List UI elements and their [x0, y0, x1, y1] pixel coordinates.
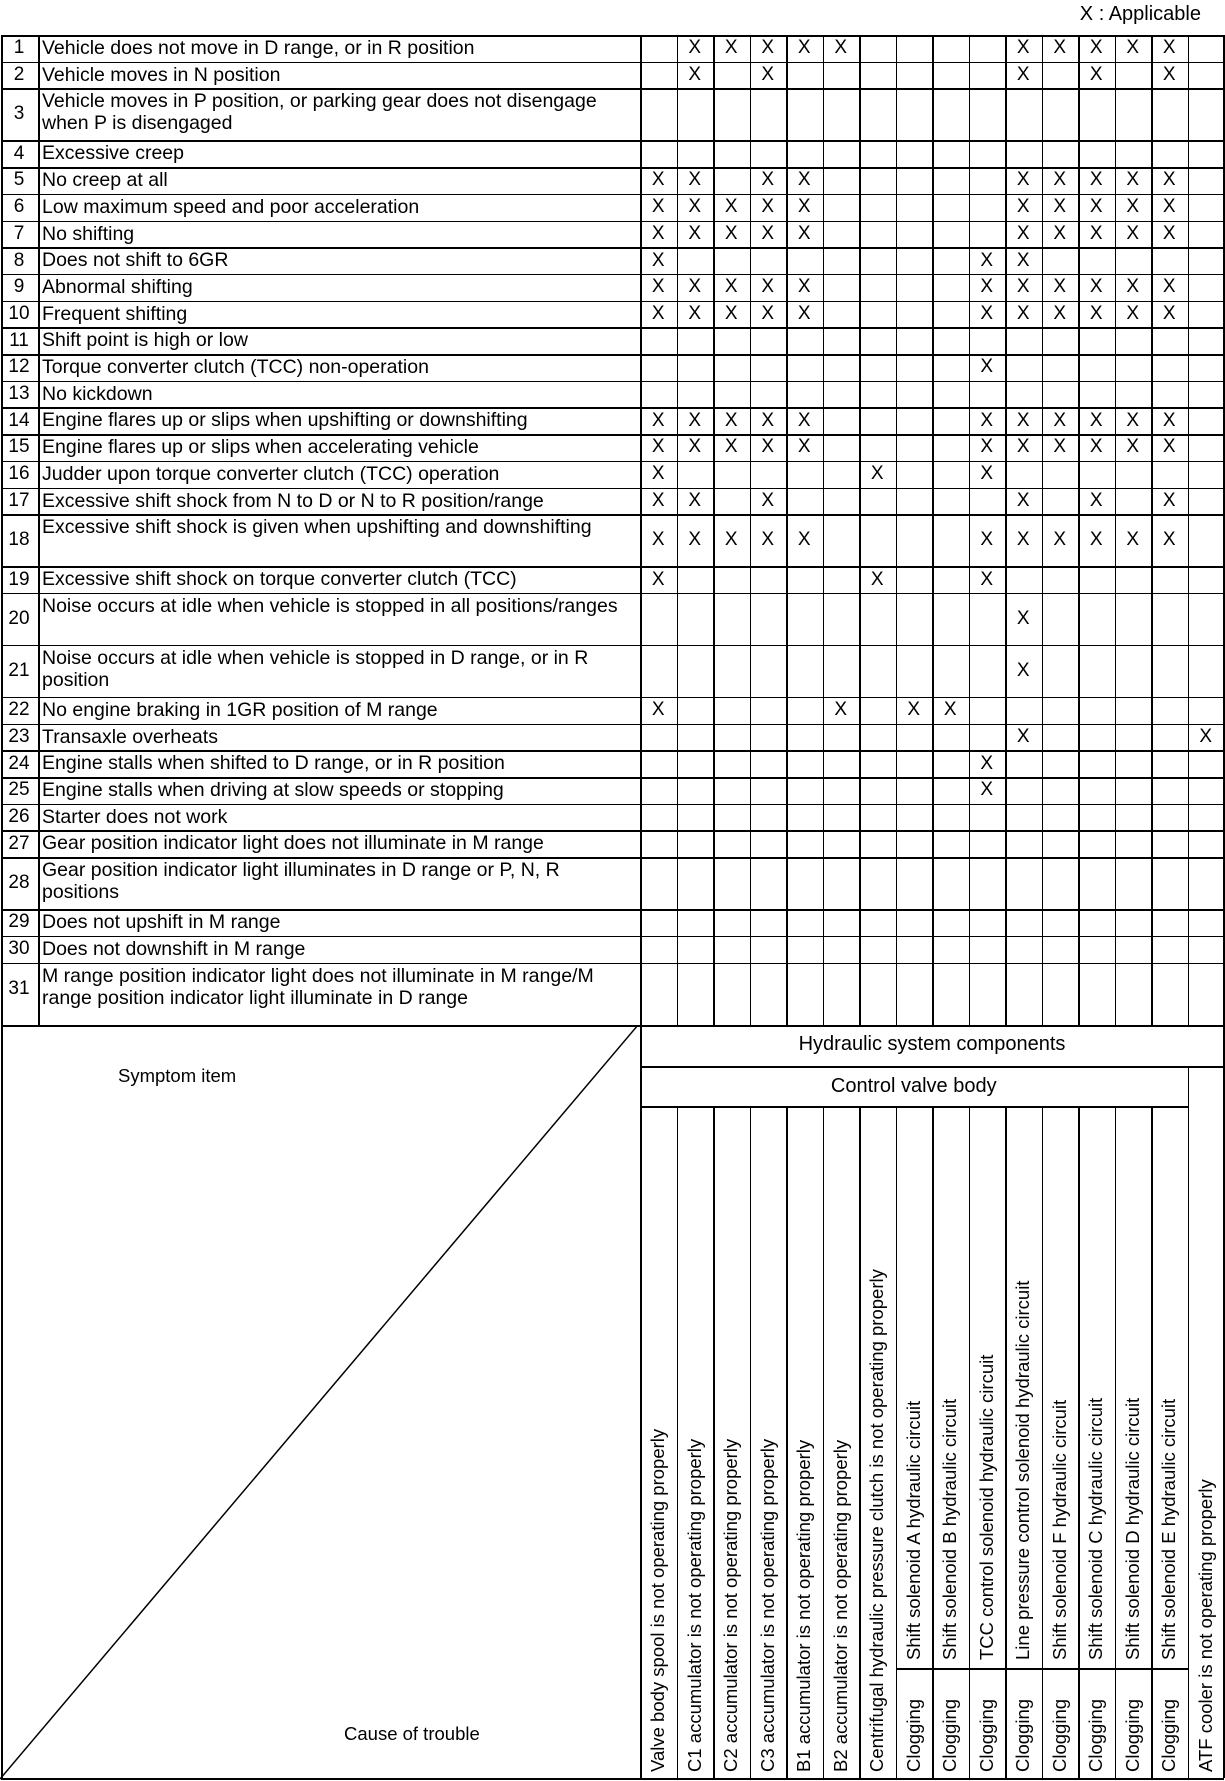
applicable-mark: X: [761, 489, 775, 511]
symptom-text: No engine braking in 1GR position of M range: [42, 698, 438, 721]
symptom-number: 6: [13, 196, 25, 218]
applicable-mark: X: [1016, 169, 1030, 191]
symptom-text: Excessive shift shock is given when upshifting and downshifting: [42, 516, 592, 539]
symptom-number: 2: [13, 64, 25, 86]
cause-column-divider: [640, 35, 642, 1025]
cause-label: C1 accumulator is not operating properly: [683, 1438, 705, 1772]
symptom-text: Excessive creep: [42, 142, 184, 165]
cause-label: ATF cooler is not operating properly: [1194, 1479, 1216, 1772]
symptom-number: 21: [8, 659, 30, 681]
cause-column-divider: [713, 35, 715, 1025]
symptom-text: Starter does not work: [42, 805, 228, 828]
symptom-number: 9: [13, 276, 25, 298]
applicable-mark: X: [724, 436, 738, 458]
applicable-mark: X: [1016, 725, 1030, 747]
applicable-mark: X: [761, 37, 775, 59]
cause-label: Shift solenoid B hydraulic circuit: [939, 1398, 961, 1660]
cause-label: C3 accumulator is not operating properly: [756, 1438, 778, 1772]
symptom-number: 17: [8, 489, 30, 511]
symptom-number: 25: [8, 779, 30, 801]
applicable-mark: X: [797, 436, 811, 458]
symptom-text: Frequent shifting: [42, 302, 188, 325]
applicable-mark: X: [980, 463, 994, 485]
applicable-mark: X: [688, 222, 702, 244]
applicable-mark: X: [761, 196, 775, 218]
cause-label: Valve body spool is not operating properly: [647, 1428, 669, 1772]
symptom-text: Excessive shift shock from N to D or N to R position/range: [42, 489, 544, 512]
applicable-mark: X: [1053, 222, 1067, 244]
applicable-mark: X: [761, 276, 775, 298]
applicable-mark: X: [1089, 169, 1103, 191]
applicable-mark: X: [980, 276, 994, 298]
applicable-mark: X: [1162, 196, 1176, 218]
header-column-divider: [677, 1106, 679, 1778]
clogging-label: Clogging: [939, 1698, 961, 1772]
applicable-mark: X: [724, 222, 738, 244]
applicable-mark: X: [688, 37, 702, 59]
applicable-mark: X: [688, 436, 702, 458]
cause-label: Centrifugal hydraulic pressure clutch is not operating properly: [866, 1269, 888, 1772]
applicable-mark: X: [761, 302, 775, 324]
applicable-mark: X: [1126, 276, 1140, 298]
applicable-mark: X: [1162, 436, 1176, 458]
cause-label: Shift solenoid D hydraulic circuit: [1121, 1397, 1143, 1660]
applicable-mark: X: [797, 302, 811, 324]
applicable-mark: X: [1016, 37, 1030, 59]
applicable-mark: X: [980, 249, 994, 271]
applicable-mark: X: [797, 529, 811, 551]
applicable-mark: X: [651, 436, 665, 458]
applicable-mark: X: [1162, 489, 1176, 511]
symptom-number: 14: [8, 409, 30, 431]
applicable-mark: X: [1162, 37, 1176, 59]
applicable-mark: X: [724, 302, 738, 324]
applicable-mark: X: [761, 409, 775, 431]
cause-column-divider: [1188, 35, 1190, 1025]
applicable-mark: X: [688, 64, 702, 86]
applicable-mark: X: [980, 568, 994, 590]
header-left-border: [640, 1025, 642, 1778]
symptom-number: 30: [8, 938, 30, 960]
applicable-mark: X: [651, 276, 665, 298]
applicable-mark: X: [1016, 222, 1030, 244]
symptom-number: 27: [8, 832, 30, 854]
applicable-mark: X: [1053, 436, 1067, 458]
applicable-mark: X: [724, 276, 738, 298]
clogging-label: Clogging: [1158, 1698, 1180, 1772]
applicable-mark: X: [651, 463, 665, 485]
symptom-number: 15: [8, 436, 30, 458]
cause-column-divider: [896, 35, 898, 1025]
header-column-divider: [713, 1106, 715, 1778]
header-column-divider: [823, 1106, 825, 1778]
applicable-mark: X: [761, 64, 775, 86]
symptom-text: Engine flares up or slips when upshifting or downshifting: [42, 409, 528, 432]
symptom-number: 23: [8, 725, 30, 747]
applicable-mark: X: [1016, 529, 1030, 551]
applicable-mark: X: [651, 169, 665, 191]
applicable-mark: X: [1126, 302, 1140, 324]
applicable-mark: X: [761, 169, 775, 191]
cause-label: B2 accumulator is not operating properly: [829, 1439, 851, 1772]
header-column-divider: [932, 1106, 934, 1778]
cause-label: B1 accumulator is not operating properly: [793, 1439, 815, 1772]
applicable-mark: X: [651, 489, 665, 511]
applicable-mark: X: [797, 409, 811, 431]
applicable-mark: X: [1126, 169, 1140, 191]
bottom-border: [1, 1778, 1224, 1780]
cause-column-divider: [1151, 35, 1153, 1025]
header-column-divider: [786, 1106, 788, 1778]
header-column-divider: [1078, 1106, 1080, 1778]
applicable-mark: X: [688, 489, 702, 511]
symptom-number: 28: [8, 872, 30, 894]
applicable-mark: X: [688, 169, 702, 191]
symptom-number: 16: [8, 463, 30, 485]
cause-label: TCC control solenoid hydraulic circuit: [975, 1354, 997, 1660]
clogging-label: Clogging: [1012, 1698, 1034, 1772]
applicable-mark: X: [1089, 64, 1103, 86]
clogging-label: Clogging: [1048, 1698, 1070, 1772]
applicable-mark: X: [1053, 276, 1067, 298]
clogging-divider: [896, 1668, 1188, 1670]
cause-column-divider: [823, 35, 825, 1025]
applicable-mark: X: [1053, 196, 1067, 218]
applicable-mark: X: [1016, 607, 1030, 629]
applicable-mark: X: [688, 302, 702, 324]
symptom-text: Vehicle moves in P position, or parking gear does not disengage when P is disengaged: [42, 90, 597, 135]
symptom-item-label: Symptom item: [118, 1065, 237, 1086]
applicable-mark: X: [1089, 196, 1103, 218]
applicable-mark: X: [797, 37, 811, 59]
symptom-number: 31: [8, 977, 30, 999]
applicable-mark: X: [834, 699, 848, 721]
symptom-text: Engine stalls when shifted to D range, or in R position: [42, 752, 505, 775]
applicable-mark: X: [980, 529, 994, 551]
symptom-text: No shifting: [42, 222, 135, 245]
applicable-mark: X: [688, 529, 702, 551]
symptom-text: Does not downshift in M range: [42, 937, 306, 960]
symptom-number: 22: [8, 699, 30, 721]
symptom-number: 20: [8, 607, 30, 629]
applicable-mark: X: [1162, 64, 1176, 86]
symptom-number: 19: [8, 568, 30, 590]
applicable-mark: X: [688, 409, 702, 431]
symptom-text: Does not upshift in M range: [42, 911, 281, 934]
header-column-divider: [896, 1106, 898, 1778]
applicable-mark: X: [1089, 409, 1103, 431]
applicable-mark: X: [1016, 489, 1030, 511]
applicable-mark: X: [980, 356, 994, 378]
applicable-mark: X: [1126, 409, 1140, 431]
symptom-text: Excessive shift shock on torque converter clutch (TCC): [42, 568, 517, 591]
symptom-text: Shift point is high or low: [42, 329, 248, 352]
clogging-label: Clogging: [975, 1698, 997, 1772]
applicable-mark: X: [1089, 489, 1103, 511]
symptom-text: Gear position indicator light does not illuminate in M range: [42, 832, 544, 855]
applicable-mark: X: [651, 249, 665, 271]
symptom-cause-diagonal: [0, 1025, 640, 1781]
cause-label: C2 accumulator is not operating properly: [720, 1438, 742, 1772]
symptom-text: Gear position indicator light illuminates in D range or P, N, R positions: [42, 859, 560, 904]
header-column-divider: [1151, 1106, 1153, 1778]
symptom-number: 10: [8, 302, 30, 324]
cause-column-divider: [677, 35, 679, 1025]
applicable-mark: X: [1089, 37, 1103, 59]
cause-column-divider: [1078, 35, 1080, 1025]
applicable-mark: X: [724, 409, 738, 431]
applicable-mark: X: [797, 276, 811, 298]
cause-column-divider: [1042, 35, 1044, 1025]
symptom-text: M range position indicator light does not illuminate in M range/M range position indicator light illuminate in D range: [42, 964, 594, 1009]
symptom-text: No kickdown: [42, 382, 153, 405]
applicable-mark: X: [724, 196, 738, 218]
control-valve-body-header: Control valve body: [830, 1075, 997, 1097]
symptom-number: 8: [13, 249, 25, 271]
applicable-mark: X: [1016, 302, 1030, 324]
applicable-mark: X: [1126, 222, 1140, 244]
symptom-number: 3: [13, 103, 25, 125]
header-column-divider: [1005, 1106, 1007, 1778]
applicable-mark: X: [870, 568, 884, 590]
applicable-mark: X: [1053, 169, 1067, 191]
cause-label: Shift solenoid C hydraulic circuit: [1085, 1397, 1107, 1660]
header-column-divider: [750, 1106, 752, 1778]
applicable-mark: X: [651, 568, 665, 590]
symptom-number: 13: [8, 383, 30, 405]
cause-label: Shift solenoid F hydraulic circuit: [1048, 1399, 1070, 1660]
applicable-mark: X: [1016, 276, 1030, 298]
cause-column-divider: [859, 35, 861, 1025]
applicable-mark: X: [1016, 196, 1030, 218]
applicable-mark: X: [1053, 37, 1067, 59]
applicable-mark: X: [1126, 196, 1140, 218]
subgroup-divider: [640, 1106, 1188, 1108]
header-column-divider: [1042, 1106, 1044, 1778]
applicable-mark: X: [1162, 409, 1176, 431]
applicable-mark: X: [943, 699, 957, 721]
symptom-text: Engine stalls when driving at slow speeds or stopping: [42, 779, 504, 801]
symptom-text: Noise occurs at idle when vehicle is stopped in D range, or in R position: [42, 646, 589, 691]
symptom-text: Does not shift to 6GR: [42, 249, 229, 272]
cause-label: Line pressure control solenoid hydraulic circuit: [1012, 1280, 1034, 1660]
symptom-number: 5: [13, 169, 25, 191]
applicable-mark: X: [651, 196, 665, 218]
applicable-mark: X: [651, 699, 665, 721]
applicable-mark: X: [1126, 529, 1140, 551]
symptom-number: 18: [8, 529, 30, 551]
number-column-divider: [38, 35, 40, 1025]
applicable-mark: X: [980, 302, 994, 324]
applicable-mark: X: [980, 752, 994, 774]
cause-of-trouble-label: Cause of trouble: [344, 1723, 480, 1744]
applicable-mark: X: [1089, 529, 1103, 551]
legend-applicable: X : Applicable: [1079, 3, 1201, 25]
cause-column-divider: [969, 35, 971, 1025]
symptom-number: 7: [13, 222, 25, 244]
symptom-text: Torque converter clutch (TCC) non-operation: [42, 356, 429, 378]
applicable-mark: X: [651, 302, 665, 324]
applicable-mark: X: [1162, 276, 1176, 298]
cause-column-divider: [1005, 35, 1007, 1025]
symptom-text: Abnormal shifting: [42, 275, 193, 298]
applicable-mark: X: [1053, 529, 1067, 551]
applicable-mark: X: [1016, 659, 1030, 681]
symptom-number: 29: [8, 911, 30, 933]
group-divider: [640, 1066, 1224, 1068]
applicable-mark: X: [1016, 64, 1030, 86]
hydraulic-system-header: Hydraulic system components: [798, 1033, 1066, 1055]
applicable-mark: X: [1126, 436, 1140, 458]
applicable-mark: X: [761, 529, 775, 551]
cause-label: Shift solenoid E hydraulic circuit: [1158, 1398, 1180, 1660]
applicable-mark: X: [761, 436, 775, 458]
cause-column-divider: [786, 35, 788, 1025]
applicable-mark: X: [1053, 302, 1067, 324]
applicable-mark: X: [651, 222, 665, 244]
header-column-divider: [859, 1106, 861, 1778]
outer-left-border: [1, 35, 3, 1778]
applicable-mark: X: [907, 699, 921, 721]
symptom-number: 26: [8, 806, 30, 828]
header-column-divider: [1115, 1106, 1117, 1778]
applicable-mark: X: [1199, 725, 1213, 747]
applicable-mark: X: [761, 222, 775, 244]
atf-column-divider: [1188, 1066, 1190, 1778]
applicable-mark: X: [1016, 436, 1030, 458]
applicable-mark: X: [1126, 37, 1140, 59]
cause-column-divider: [932, 35, 934, 1025]
symptom-text: Low maximum speed and poor acceleration: [42, 195, 420, 218]
applicable-mark: X: [724, 529, 738, 551]
symptom-number: 4: [13, 142, 25, 164]
clogging-label: Clogging: [902, 1698, 924, 1772]
clogging-label: Clogging: [1121, 1698, 1143, 1772]
clogging-label: Clogging: [1085, 1698, 1107, 1772]
applicable-mark: X: [980, 436, 994, 458]
applicable-mark: X: [1162, 529, 1176, 551]
applicable-mark: X: [1162, 222, 1176, 244]
symptom-text: Noise occurs at idle when vehicle is stopped in all positions/ranges: [42, 594, 618, 617]
header-column-divider: [969, 1106, 971, 1778]
applicable-mark: X: [1089, 436, 1103, 458]
applicable-mark: X: [980, 779, 994, 801]
applicable-mark: X: [651, 529, 665, 551]
symptom-text: Vehicle does not move in D range, or in R position: [42, 37, 475, 59]
symptom-text: Transaxle overheats: [42, 725, 218, 748]
applicable-mark: X: [1089, 302, 1103, 324]
applicable-mark: X: [1089, 222, 1103, 244]
symptom-text: Judder upon torque converter clutch (TCC) operation: [42, 462, 500, 485]
symptom-text: Engine flares up or slips when accelerating vehicle: [42, 436, 479, 459]
applicable-mark: X: [1016, 249, 1030, 271]
symptom-text: No creep at all: [42, 169, 168, 192]
applicable-mark: X: [980, 409, 994, 431]
applicable-mark: X: [688, 196, 702, 218]
cause-column-divider: [750, 35, 752, 1025]
applicable-mark: X: [797, 222, 811, 244]
symptom-number: 12: [8, 356, 30, 378]
applicable-mark: X: [651, 409, 665, 431]
applicable-mark: X: [1162, 302, 1176, 324]
applicable-mark: X: [870, 463, 884, 485]
applicable-mark: X: [797, 169, 811, 191]
symptom-text: Vehicle moves in N position: [42, 63, 281, 86]
applicable-mark: X: [1016, 409, 1030, 431]
cause-label: Shift solenoid A hydraulic circuit: [902, 1400, 924, 1660]
applicable-mark: X: [1089, 276, 1103, 298]
symptom-number: 1: [13, 37, 25, 59]
applicable-mark: X: [797, 196, 811, 218]
symptom-number: 11: [9, 329, 29, 351]
applicable-mark: X: [834, 37, 848, 59]
applicable-mark: X: [1162, 169, 1176, 191]
cause-column-divider: [1115, 35, 1117, 1025]
applicable-mark: X: [1053, 409, 1067, 431]
symptom-number: 24: [8, 752, 30, 774]
applicable-mark: X: [724, 37, 738, 59]
row-divider: [1, 1025, 1224, 1027]
applicable-mark: X: [688, 276, 702, 298]
